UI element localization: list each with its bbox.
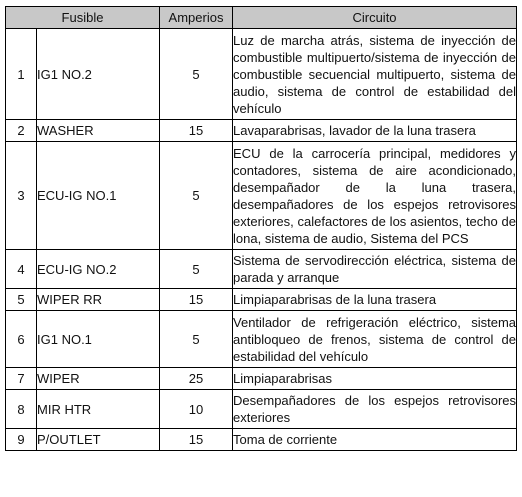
fuse-circuit: Luz de marcha atrás, sistema de inyección de combustible multipuerto/sistema de inyección de combustible secuencial multipuerto, sistema de audio, sistema de control de estabilidad del vehículo [233,29,517,120]
fuse-name: MIR HTR [37,390,160,429]
fuse-amperage: 10 [160,390,233,429]
fuse-number: 9 [6,429,37,451]
header-amperios: Amperios [160,7,233,29]
fuse-number: 8 [6,390,37,429]
fuse-number: 3 [6,142,37,250]
fuse-circuit: Limpiaparabrisas de la luna trasera [233,289,517,311]
table-header-row [6,7,517,29]
fuse-circuit: Lavaparabrisas, lavador de la luna trasera [233,120,517,142]
fuse-name: P/OUTLET [37,429,160,451]
fuse-number: 2 [6,120,37,142]
table-row [6,120,517,142]
fuse-amperage: 5 [160,250,233,289]
fuse-amperage: 5 [160,142,233,250]
fuse-amperage: 5 [160,311,233,368]
fuse-amperage: 15 [160,429,233,451]
fuse-amperage: 5 [160,29,233,120]
header-fusible: Fusible [6,7,160,29]
table-row [6,29,517,120]
table-row [6,368,517,390]
fuse-table [5,6,517,451]
fuse-amperage: 25 [160,368,233,390]
fuse-name: ECU-IG NO.1 [37,142,160,250]
table-row [6,250,517,289]
fuse-circuit: ECU de la carrocería principal, medidores y contadores, sistema de aire acondicionado, desempañador de la luna trasera, desempañadores de los espejos retrovisores exteriores, calefactores de los asientos, techo de lona, sistema de audio, Sistema del PCS [233,142,517,250]
table-row [6,311,517,368]
fuse-number: 6 [6,311,37,368]
fuse-name: WIPER RR [37,289,160,311]
fuse-name: IG1 NO.1 [37,311,160,368]
table-row [6,142,517,250]
fuse-number: 4 [6,250,37,289]
header-circuito: Circuito [233,7,517,29]
table-row [6,289,517,311]
fuse-name: WASHER [37,120,160,142]
fuse-circuit: Limpiaparabrisas [233,368,517,390]
fuse-name: ECU-IG NO.2 [37,250,160,289]
fuse-circuit: Toma de corriente [233,429,517,451]
fuse-amperage: 15 [160,120,233,142]
fuse-circuit: Ventilador de refrigeración eléctrico, sistema antibloqueo de frenos, sistema de control de estabilidad del vehículo [233,311,517,368]
fuse-number: 1 [6,29,37,120]
fuse-circuit: Sistema de servodirección eléctrica, sistema de parada y arranque [233,250,517,289]
fuse-number: 5 [6,289,37,311]
fuse-circuit: Desempañadores de los espejos retrovisores exteriores [233,390,517,429]
table-row [6,390,517,429]
fuse-name: WIPER [37,368,160,390]
table-row [6,429,517,451]
fuse-amperage: 15 [160,289,233,311]
fuse-number: 7 [6,368,37,390]
fuse-name: IG1 NO.2 [37,29,160,120]
